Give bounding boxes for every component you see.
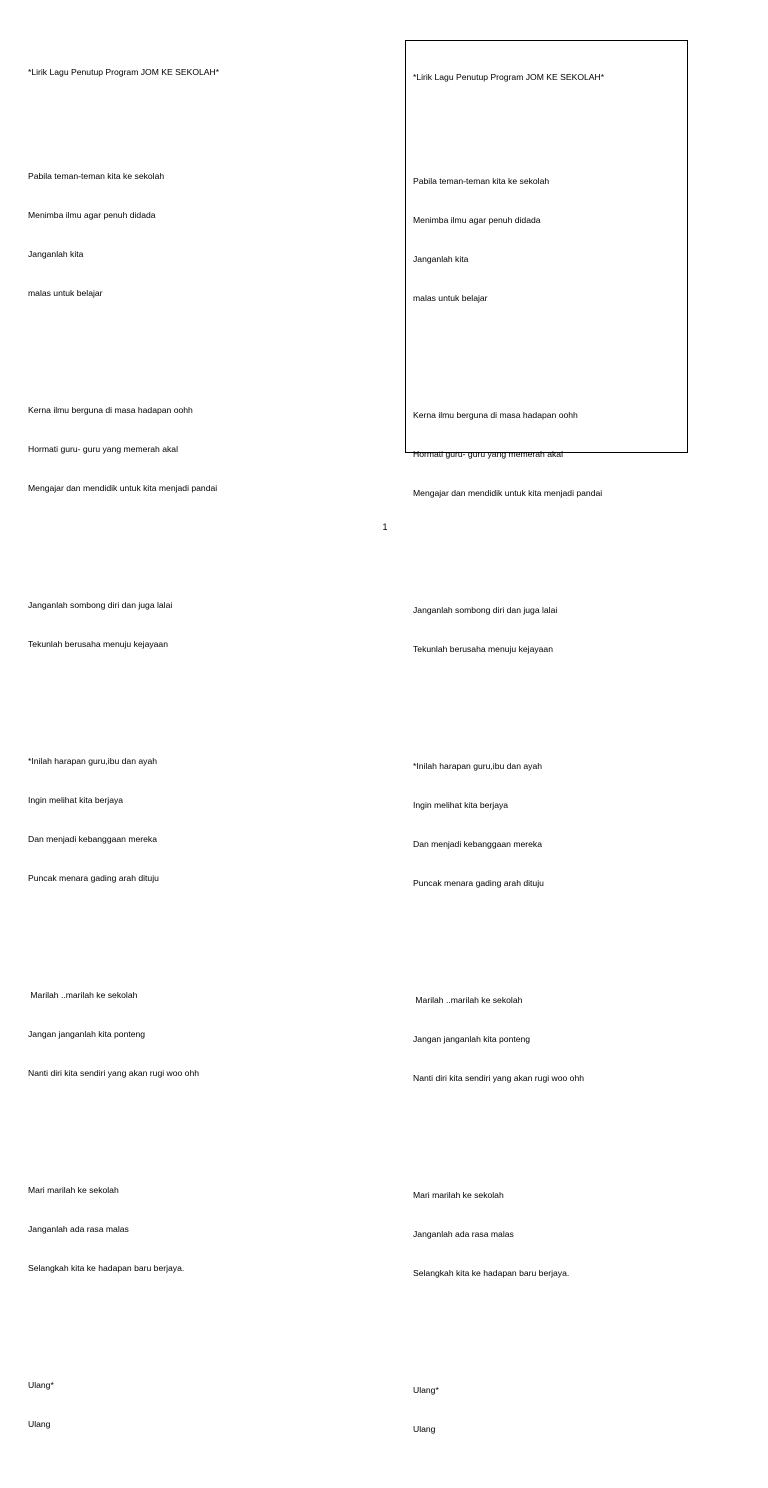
lyric-line: malas untuk belajar [413,293,488,303]
lyric-line: Jangan janganlah kita ponteng [413,1034,531,1044]
lyric-line: Mengajar dan mendidik untuk kita menjadi pandai [28,483,218,493]
lyric-line: Ulang* [28,1380,54,1390]
lyric-line: Marilah ..marilah ke sekolah [413,995,523,1005]
lyric-line: Nanti diri kita sendiri yang akan rugi woo ohh [413,1073,585,1083]
lyric-line: Nanti diri kita sendiri yang akan rugi woo ohh [28,1068,200,1078]
lyrics-title: *Lirik Lagu Penutup Program JOM KE SEKOLAH* [28,67,220,77]
lyric-line: Pabila teman-teman kita ke sekolah [28,171,165,181]
lyric-line: Janganlah sombong diri dan juga lalai [413,605,558,615]
lyric-line: Puncak menara gading arah dituju [413,878,544,888]
stanza-6 [28,1158,368,1301]
stanza-6 [413,1163,683,1306]
lyric-line: *Inilah harapan guru,ibu dan ayah [413,761,543,771]
lyric-line: Menimba ilmu agar penuh didada [28,210,156,220]
lyric-line: Ingin melihat kita berjaya [413,800,509,810]
stanza-3 [413,578,683,682]
stanza-2 [413,383,683,526]
stanza-5 [413,968,683,1111]
stanza-1 [413,149,683,331]
lyric-line: Dan menjadi kebanggaan mereka [28,834,157,844]
lyric-line: Ulang [28,1419,51,1429]
lyric-line: malas untuk belajar [28,288,103,298]
stanza-3 [28,573,368,677]
lyric-line: Janganlah sombong diri dan juga lalai [28,600,173,610]
stanza-2 [28,378,368,521]
lyric-line: Janganlah kita [413,254,469,264]
lyric-line: Kerna ilmu berguna di masa hadapan oohh [28,405,193,415]
lyric-line: Ulang [413,1424,436,1434]
lyric-line: Selangkah kita ke hadapan baru berjaya. [413,1268,570,1278]
stanza-5 [28,963,368,1106]
lyric-line: Tekunlah berusaha menuju kejayaan [413,644,553,654]
lyric-line: Menimba ilmu agar penuh didada [413,215,541,225]
stanza-4 [28,729,368,911]
lyrics-title: *Lirik Lagu Penutup Program JOM KE SEKOLAH* [413,72,605,82]
lyric-line: Janganlah kita [28,249,84,259]
stanza-7 [413,1358,683,1462]
lyric-line: Selangkah kita ke hadapan baru berjaya. [28,1263,185,1273]
lyric-line: Ingin melihat kita berjaya [28,795,124,805]
lyric-line: Mengajar dan mendidik untuk kita menjadi pandai [413,488,603,498]
lyric-line: Dan menjadi kebanggaan mereka [413,839,542,849]
lyric-line: Mari marilah ke sekolah [413,1190,504,1200]
lyric-line: Kerna ilmu berguna di masa hadapan oohh [413,410,578,420]
lyric-line: Hormati guru- guru yang memerah akal [413,449,563,459]
lyric-line: *Inilah harapan guru,ibu dan ayah [28,756,158,766]
stanza-1 [28,144,368,326]
lyric-line: Jangan janganlah kita ponteng [28,1029,146,1039]
stanza-4 [413,734,683,916]
lyric-line: Puncak menara gading arah dituju [28,873,159,883]
lyric-line: Tekunlah berusaha menuju kejayaan [28,639,168,649]
lyrics-plain-column [28,40,368,1483]
lyrics-boxed-column [413,45,683,1488]
page-number: 1 [382,522,388,532]
lyric-line: Janganlah ada rasa malas [28,1224,129,1234]
lyric-line: Hormati guru- guru yang memerah akal [28,444,178,454]
lyric-line: Marilah ..marilah ke sekolah [28,990,138,1000]
lyric-line: Ulang* [413,1385,439,1395]
lyric-line: Pabila teman-teman kita ke sekolah [413,176,550,186]
stanza-7 [28,1353,368,1457]
lyric-line: Janganlah ada rasa malas [413,1229,514,1239]
lyric-line: Mari marilah ke sekolah [28,1185,119,1195]
lyrics-bordered-box [405,40,688,1434]
